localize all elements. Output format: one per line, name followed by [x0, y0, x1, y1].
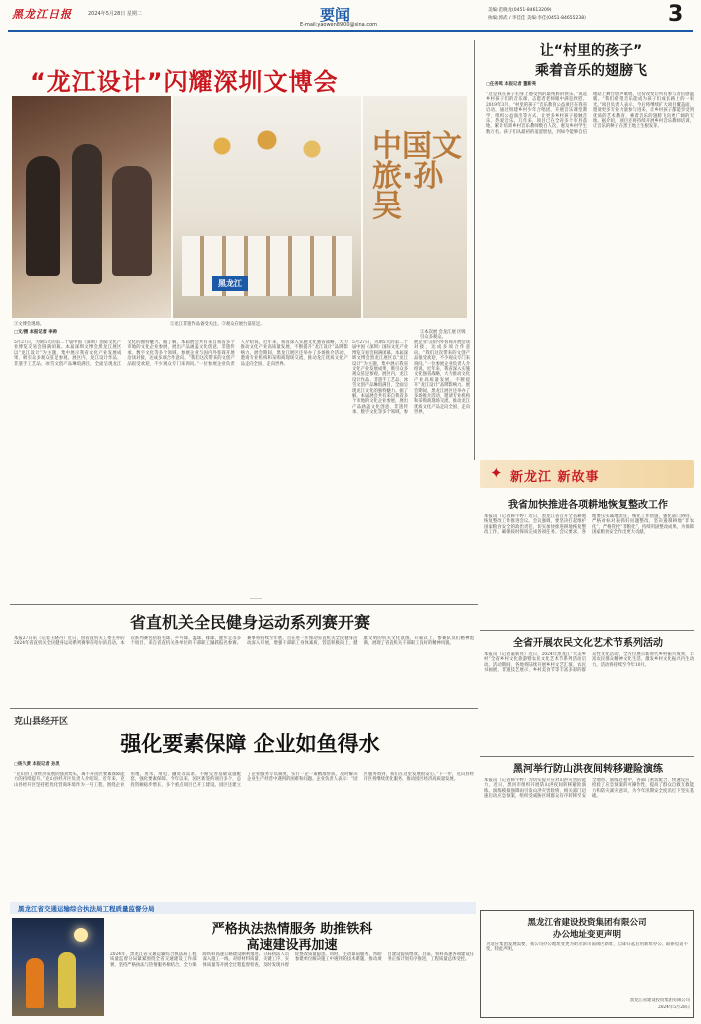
- masthead-rule: [8, 30, 693, 32]
- section-title: 要闻: [320, 6, 351, 24]
- banner-label: 新龙江 新故事: [510, 470, 600, 485]
- rule-keshan-top: [10, 708, 478, 709]
- village-body: “这是我在孩子们身上感受到的最纯粹的快乐。”说起乡村孩子们的音乐课，志愿者老师眼中满是欣慰。2019年3月，“村里的孩子”音乐教育公益项目在我省启动，通过组建乡村少年合唱团、开展音乐课堂教学、组织公益演出等方式，让更多乡村孩子接触音乐、热爱音乐。几年来，项目已在全省多个市县落地，累计培训乡村音乐教师数百人次，惠及乡村学生数万名。孩子们从最初的羞涩胆怯，到如今能够自信地站上舞台放声歌唱，这份改变让所有参与者倍感温暖。“我们希望音乐能成为孩子们成长路上的一束光。”项目负责人表示，今后将继续扩大项目覆盖面，邀请更多专业力量参与进来，让乡村孩子都能享受到优质的艺术教育，乘着音乐的翅膀飞向更广阔的天地。据介绍，项目还将持续开展乡村音乐教师培训，让音乐的种子在黑土地上生根发芽。: [486, 92, 694, 135]
- notice-body: 为适应集团发展需要，我公司办公地址变更为哈尔滨市南岗区新址，自即日起启用新址办公。联系电话不变。特此声明。: [486, 942, 688, 953]
- section-banner: [480, 460, 694, 488]
- notice-title-1: 黑龙江省建设投资集团有限公司: [527, 918, 647, 928]
- photo-light: [74, 928, 88, 942]
- flood-headline: 黑河举行防山洪夜间转移避险演练: [513, 764, 663, 775]
- notice-date: 2024年5月28日: [657, 1005, 690, 1010]
- page-number: 3: [668, 2, 684, 27]
- photo-worker-1: [26, 958, 44, 1008]
- keshan-headline: 强化要素保障 企业如鱼得水: [120, 732, 380, 756]
- lead-caption-right: ②本次展 会龙江展 区吸引众多观众。: [420, 330, 466, 341]
- photo-crowd-figure-2: [72, 144, 102, 284]
- booth-banner: 黑龙江: [212, 276, 248, 291]
- highway-headline-2: 高速建设再加速: [246, 938, 338, 953]
- highway-kicker: 黑龙江省交通运输综合执法局工程质量监督分局: [18, 905, 155, 913]
- rule-flood-top: [480, 756, 694, 757]
- village-headline-2: 乘着音乐的翅膀飞: [535, 63, 647, 79]
- notice-title-2: 办公地址变更声明: [552, 930, 621, 940]
- village-headline-1: 让“村里的孩子”: [539, 43, 643, 59]
- photo-crowd-figure-3: [112, 166, 152, 276]
- keshan-kicker: 克山县经开区: [14, 717, 69, 727]
- grain-headline: 我省加快推进各项耕地恢复整改工作: [508, 500, 668, 511]
- photo-divider-2: [361, 96, 363, 318]
- lead-byline: □文/摄 本报记者 李帅: [14, 330, 57, 335]
- photo-center-shelf: [182, 236, 352, 296]
- rule-lead-right: [474, 40, 475, 460]
- rule-sports-top: [10, 604, 478, 605]
- photo-worker-2: [58, 952, 76, 1008]
- farmers-art-body: 本报讯（记者董新亮）近日，2024年黑龙江“大美乡村”全省乡村文化旅游暨农民文化艺术节系列活动启动。活动期间，各地将陆续开展乡村文艺汇演、农民书画展、非遗技艺展示、乡村美食节等丰富多彩的群众性文化活动，全方位展示新时代乡村振兴成果，丰富农民群众精神文化生活，激发乡村文化振兴内生动力。活动将持续至今年10月。: [484, 652, 694, 674]
- lead-end-mark: ……: [250, 594, 262, 601]
- banner-star-icon: ✦: [490, 464, 503, 482]
- lead-body-continued: 5月27日，为期5天的第二十届中国（深圳）国际文化产业博览交易会圆满闭幕。本届深圳文博会黑龙江展区以“龙江设计”为主题，集中展示我省文化产业发展成果，吸引众多观众驻足参观。展区内，龙江设计作品、非遗手工艺品、冰雪文创产品琳琅满目，全面呈现龙江文化的独特魅力。据了解，本届展会共有来自我省多个市地的文化企业参展，展出产品涵盖文化创意、非遗传承、数字文化等多个领域，参展企业与国内外客商开展洽谈对接，达成多项合作意向。“我们这次带来的文创产品很受欢迎，不少观众专门来询问。”一位参展企业负责人介绍说。近年来，我省深入实施文化强省战略，大力推动文化产业高质量发展，不断提升“龙江设计”品牌影响力。展会期间，黑龙江展区还举办了多场推介活动，邀请专业机构和采购商现场交流，推动龙江优质文化产品走向全国、走向世界。: [352, 340, 470, 416]
- village-byline: □任务鸣 本报记者 董新亮: [486, 82, 537, 87]
- sports-body: 本报27日讯（记者王晓丹）近日，由省直机关工委主办的2024年省直机关全民健身运动系列赛事在哈尔滨启动。本次系列赛包括羽毛球、乒乓球、篮球、排球、健步走等多个项目，来自省直机关各单位的干部职工踊跃报名参赛。赛事将持续至年底，旨在进一步推动省直机关全民健身活动深入开展，增强干部职工身体素质，营造积极向上、健康文明的机关文化氛围。开幕式上，参赛队员们精神饱满，展现了省直机关干部职工良好的精神风貌。: [14, 636, 474, 647]
- date-line: 2024年5月28日 星期二: [88, 11, 142, 17]
- farmers-art-headline: 全省开展农民文化艺术节系列活动: [513, 638, 663, 649]
- lead-caption-mid: ②龙江非遗作品备受关注。③观众在展台前驻足。: [170, 322, 265, 327]
- highway-body: 2024年，黑龙江省交通运输综合执法局工程质量监督分局紧紧围绕全省交通建设工作部署，坚持严格执法与热情服务相结合，全力保障铁科高速公路建设顺利推进。分局执法人员深入施工一线，对原材料质量、关键工序、实体质量等开展全过程监督检查，及时发现并督促整改质量隐患。同时，主动靠前服务，帮助参建单位解决施工中遇到的技术难题，推动项目建设提质增效。目前，铁科高速各项建设任务正按计划有序推进，工程质量总体受控。: [110, 952, 474, 968]
- flood-body: 本报讯（记者韩宇婷）为切实提升应对山洪灾害的能力，近日，黑河市组织开展防山洪夜间转移避险演练。演练模拟强降雨引发山洪灾害险情，相关部门迅速启动应急预案，组织受威胁区域群众有序转移至安全地带。演练过程中，各部门密切配合、快速反应，检验了应急预案的可操作性，提高了群众自救互救能力和防灾减灾意识，为今年汛期安全度汛打下坚实基础。: [484, 778, 694, 800]
- editor-line-2: 执编:郭武 / 李佳佳 美编:李佳(0451-84655238): [488, 16, 586, 21]
- lead-body: 5月27日，为期5天的第二十届中国（深圳）国际文化产业博览交易会圆满闭幕。本届深圳文博会黑龙江展区以“龙江设计”为主题，集中展示我省文化产业发展成果，吸引众多观众驻足参观。展区内，龙江设计作品、非遗手工艺品、冰雪文创产品琳琅满目，全面呈现龙江文化的独特魅力。据了解，本届展会共有来自我省多个市地的文化企业参展，展出产品涵盖文化创意、非遗传承、数字文化等多个领域，参展企业与国内外客商开展洽谈对接，达成多项合作意向。“我们这次带来的文创产品很受欢迎，不少观众专门来询问。”一位参展企业负责人介绍说。近年来，我省深入实施文化强省战略，大力推动文化产业高质量发展，不断提升“龙江设计”品牌影响力。展会期间，黑龙江展区还举办了多场推介活动，邀请专业机构和采购商现场交流，推动龙江优质文化产品走向全国、走向世界。: [14, 340, 348, 367]
- photo-crowd-figure-1: [26, 156, 60, 276]
- keshan-byline: □杨久黄 本报记者 孙灵: [14, 762, 60, 767]
- photo-lanterns: [192, 116, 342, 176]
- section-email: E-mail:yaowen8900@sina.com: [300, 22, 377, 28]
- photo-divider-1: [171, 96, 173, 318]
- highway-photo: [12, 918, 104, 1016]
- lead-headline: “龙江设计”闪耀深圳文博会: [30, 68, 339, 96]
- lead-caption-left: ①文博会现场。: [14, 322, 45, 327]
- grain-body: 本报讯（记者韩宇婷）近日，黑龙江省召开全省耕地恢复整改工作推进会议。会议强调，要坚决扛起维护国家粮食安全的政治责任，切实加快推进耕地恢复整改工作，确保按时保质完成各项任务。会议要求，各地要压实属地责任，细化工作措施，强化部门协同，严格对标对表抓好问题整改，坚决遏制耕地“非农化”、严格管控“非粮化”，持续巩固整改成果，为保障国家粮食安全作出更大贡献。: [484, 514, 694, 536]
- lead-photo-collage: [12, 96, 467, 318]
- booth-calligraphy: 中国文旅·孙吴: [372, 129, 462, 224]
- notice-signature: 黑龙江省建设投资集团有限公司: [629, 998, 690, 1003]
- sports-headline: 省直机关全民健身运动系列赛开赛: [129, 613, 370, 632]
- highway-headline-1: 严格执法热情服务 助推铁科: [211, 922, 373, 937]
- editor-line-1: 美编:范晓龙(0451-84613209): [488, 8, 552, 13]
- rule-right-mid: [480, 630, 694, 631]
- paper-logo: 黑龙江日报: [12, 8, 72, 21]
- keshan-body: “克山县工业经济发展的强劲势头，离不开园区要素保障能力的持续提升。”克山县经开区负责人介绍说。近年来，克山县经开区坚持把优化营商环境作为一号工程，围绕企业用地、用水、用电、融资等需求，不断完善基础设施配套，强化要素保障。今年以来，园区新签约项目多个，总投资额稳步增长，多个重点项目已开工建设。园区还建立了企业服务专员制度，实行一企一策精准帮扶，及时解决企业生产经营中遇到的困难和问题。企业负责人表示：“园区服务周到，我们在这里发展很安心。”下一步，克山县经开区将继续优化服务，推动园区经济高质量发展。: [14, 772, 474, 788]
